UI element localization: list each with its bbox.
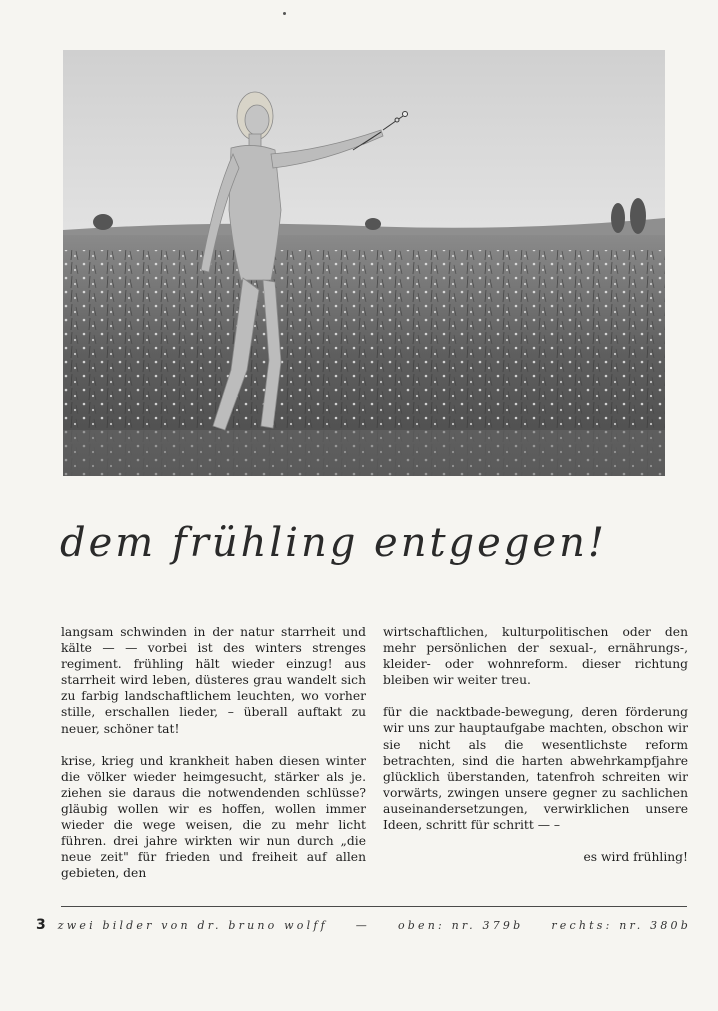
paragraph: krise, krieg und krankheit haben diesen winter die völker wieder heimgesucht, stärker als je. ziehen sie daraus die notwendenden schlüsse? gläubig wollen wir es hoffen, wollen immer wieder die wege weisen, die zu mehr licht führen. drei jahre wirkten wir nun durch „die neue zeit" für frieden und freiheit auf allen gebieten, den bbox=[61, 753, 366, 881]
article-column-left bbox=[61, 624, 366, 897]
photo-caption bbox=[36, 917, 691, 933]
paragraph: langsam schwinden in der natur starrheit und kälte — — vorbei ist des winters strenges regiment. frühling hält wieder einzug! aus starrheit wird leben, düsteres grau wandelt sich zu farbig landschaftlichem leuchten, wo vorher stille, erschallen lieder, – überall auftakt zu neuer, schöner tat! bbox=[61, 625, 366, 736]
paragraph: wirtschaftlichen, kulturpolitischen oder den mehr persönlichen der sexual-, ernährungs-, kleider- oder wohnreform. dieser richtung bleiben wir weiter treu. bbox=[383, 625, 688, 688]
footer-rule bbox=[61, 906, 687, 907]
caption-dash: — bbox=[355, 919, 370, 932]
page-mark bbox=[283, 12, 286, 15]
article-title: dem frühling entgegen! bbox=[60, 520, 607, 566]
photo-illustration bbox=[63, 50, 665, 476]
foreground-path bbox=[63, 430, 665, 476]
paragraph: für die nacktbade-bewegung, deren förderung wir uns zur hauptaufgabe machten, obschon wir sie nicht als die wesentlichste reform betrachten, sind die harten abwehrkampfjahre glücklich überstanden, tatenfroh schreiten wir vorwärts, zwingen unsere gegner zu sachlichen auseinandersetzungen, verwirklichen unsere Ideen, schritt für schritt — – bbox=[383, 705, 688, 833]
closing-line: es wird frühling! bbox=[583, 850, 688, 865]
caption-top-photo: oben: nr. 379b bbox=[397, 919, 524, 932]
caption-right-photo: rechts: nr. 380b bbox=[551, 919, 691, 932]
page-number: 3 bbox=[36, 917, 46, 933]
caption-text bbox=[58, 919, 691, 932]
caption-credit: zwei bilder von dr. bruno wolff bbox=[57, 919, 328, 932]
article-column-right bbox=[383, 624, 688, 881]
photograph bbox=[63, 50, 665, 476]
